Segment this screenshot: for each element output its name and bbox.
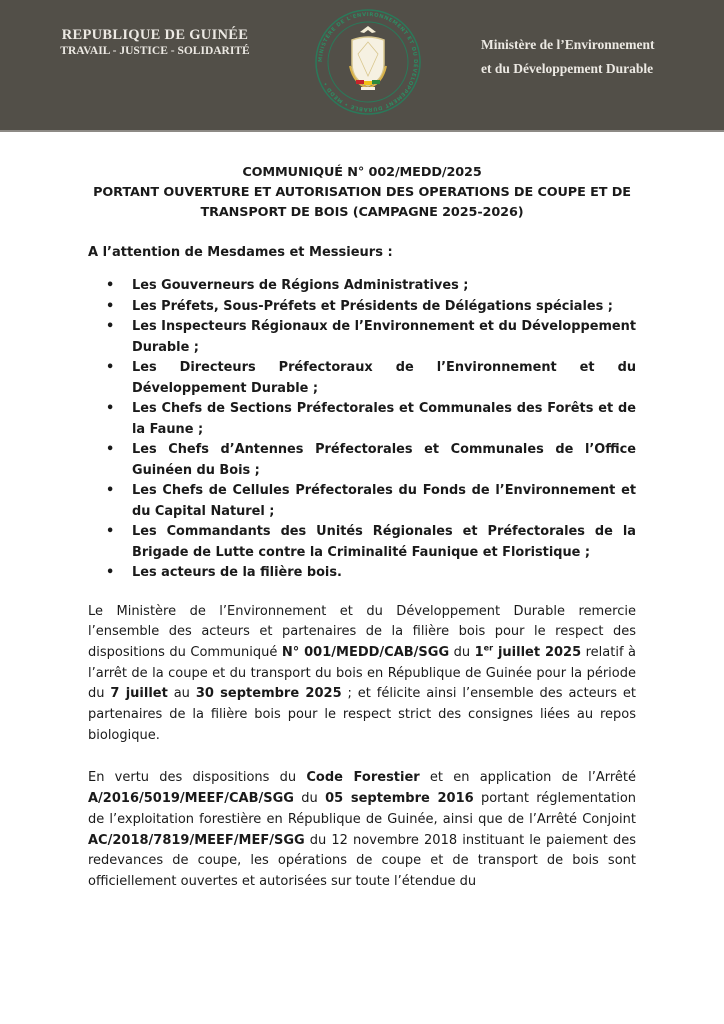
text-run: ; et félicite ainsi l’ensemble des acteurs et partenaires de la filière bois pour le respect strict des consignes liées au repos biologique. xyxy=(88,686,637,743)
ministry-seal-icon xyxy=(312,6,424,118)
legal-basis-paragraph xyxy=(88,768,636,892)
text-run: du 12 novembre 2018 instituant le paiement des redevances de coupe, les opérations de coupe et de transport de bois sont officiellement ouvertes et autorisées sur toute l’étendue du xyxy=(88,832,636,889)
ministry-name-line2: et du Développement Durable xyxy=(481,61,654,76)
text-run: En vertu des dispositions du xyxy=(88,770,307,786)
previous-communique-date xyxy=(475,645,582,660)
recipient-item: • Les Chefs de Cellules Préfectorales du Fonds de l’Environnement et du Capital Naturel ; xyxy=(132,481,636,522)
country-name: REPUBLIQUE DE GUINÉE xyxy=(61,27,249,43)
recipient-item: • Les acteurs de la filière bois. xyxy=(132,563,636,584)
country-block xyxy=(40,27,270,57)
recipient-item: • Les Chefs de Sections Préfectorales et Communales des Forêts et de la Faune ; xyxy=(132,399,636,440)
code-forestier-ref: Code Forestier xyxy=(306,770,420,786)
text-run: au xyxy=(167,686,196,702)
text-run: et en application de l’Arrêté xyxy=(419,770,636,786)
text-run: du xyxy=(449,644,475,660)
communique-subject-line1: PORTANT OUVERTURE ET AUTORISATION DES OPERATIONS DE COUPE ET DE xyxy=(93,185,631,200)
arrete-date: 05 septembre 2016 xyxy=(325,791,474,807)
ministry-name-line1: Ministère de l’Environnement xyxy=(481,37,655,52)
previous-communique-ref: N° 001/MEDD/CAB/SGG xyxy=(281,644,450,660)
thanks-paragraph xyxy=(88,602,636,747)
ordinal-suffix: er xyxy=(483,643,494,653)
text-run: 1 xyxy=(474,644,484,660)
text-run: juillet 2025 xyxy=(493,644,582,660)
arrete-ref: A/2016/5019/MEEF/CAB/SGG xyxy=(88,791,294,807)
period-start-date: 7 juillet xyxy=(110,686,168,702)
recipient-item: • Les Chefs d’Antennes Préfectorales et Communales de l’Office Guinéen du Bois ; xyxy=(132,440,636,481)
communique-number: COMMUNIQUÉ N° 002/MEDD/2025 xyxy=(242,165,482,180)
recipient-item: • Les Gouverneurs de Régions Administratives ; xyxy=(132,276,636,297)
recipient-item: • Les Préfets, Sous-Préfets et Présidents de Délégations spéciales ; xyxy=(132,297,636,318)
text-run: portant réglementation de l’exploitation forestière en République de Guinée, ainsi que de l’Arrêté Conjoint xyxy=(88,791,637,827)
communique-title xyxy=(88,163,636,223)
svg-text:MINISTÈRE DE L'ENVIRONNEMENT E: MINISTÈRE DE L'ENVIRONNEMENT ET DU DÉVELOPPEMENT DURABLE • MEDD • xyxy=(317,11,419,113)
text-run: du xyxy=(293,791,326,807)
ministry-block xyxy=(481,33,655,81)
recipient-item: • Les Directeurs Préfectoraux de l’Environnement et du Développement Durable ; xyxy=(132,358,636,399)
salutation: A l’attention de Mesdames et Messieurs : xyxy=(88,245,393,260)
recipient-item: • Les Inspecteurs Régionaux de l’Environnement et du Développement Durable ; xyxy=(132,317,636,358)
national-motto: TRAVAIL - JUSTICE - SOLIDARITÉ xyxy=(60,45,250,57)
document-body xyxy=(88,163,636,893)
text-run: Le Ministère de l’Environnement et du Développement Durable remercie l’ensemble des acteurs et partenaires de la filière bois pour le respect des dispositions du Communiqué xyxy=(88,603,636,660)
period-end-date: 30 septembre 2025 xyxy=(195,686,342,702)
arrete-conjoint-ref: AC/2018/7819/MEEF/MEF/SGG xyxy=(88,832,305,848)
recipient-list xyxy=(88,276,636,584)
communique-subject-line2: TRANSPORT DE BOIS (CAMPAGNE 2025-2026) xyxy=(200,205,524,220)
text-run: relatif à l’arrêt de la coupe et du transport du bois en République de Guinée pour la période du xyxy=(88,644,637,702)
letterhead-banner xyxy=(0,0,724,132)
recipient-item: • Les Commandants des Unités Régionales et Préfectorales de la Brigade de Lutte contre la Criminalité Faunique et Floristique ; xyxy=(132,522,636,563)
